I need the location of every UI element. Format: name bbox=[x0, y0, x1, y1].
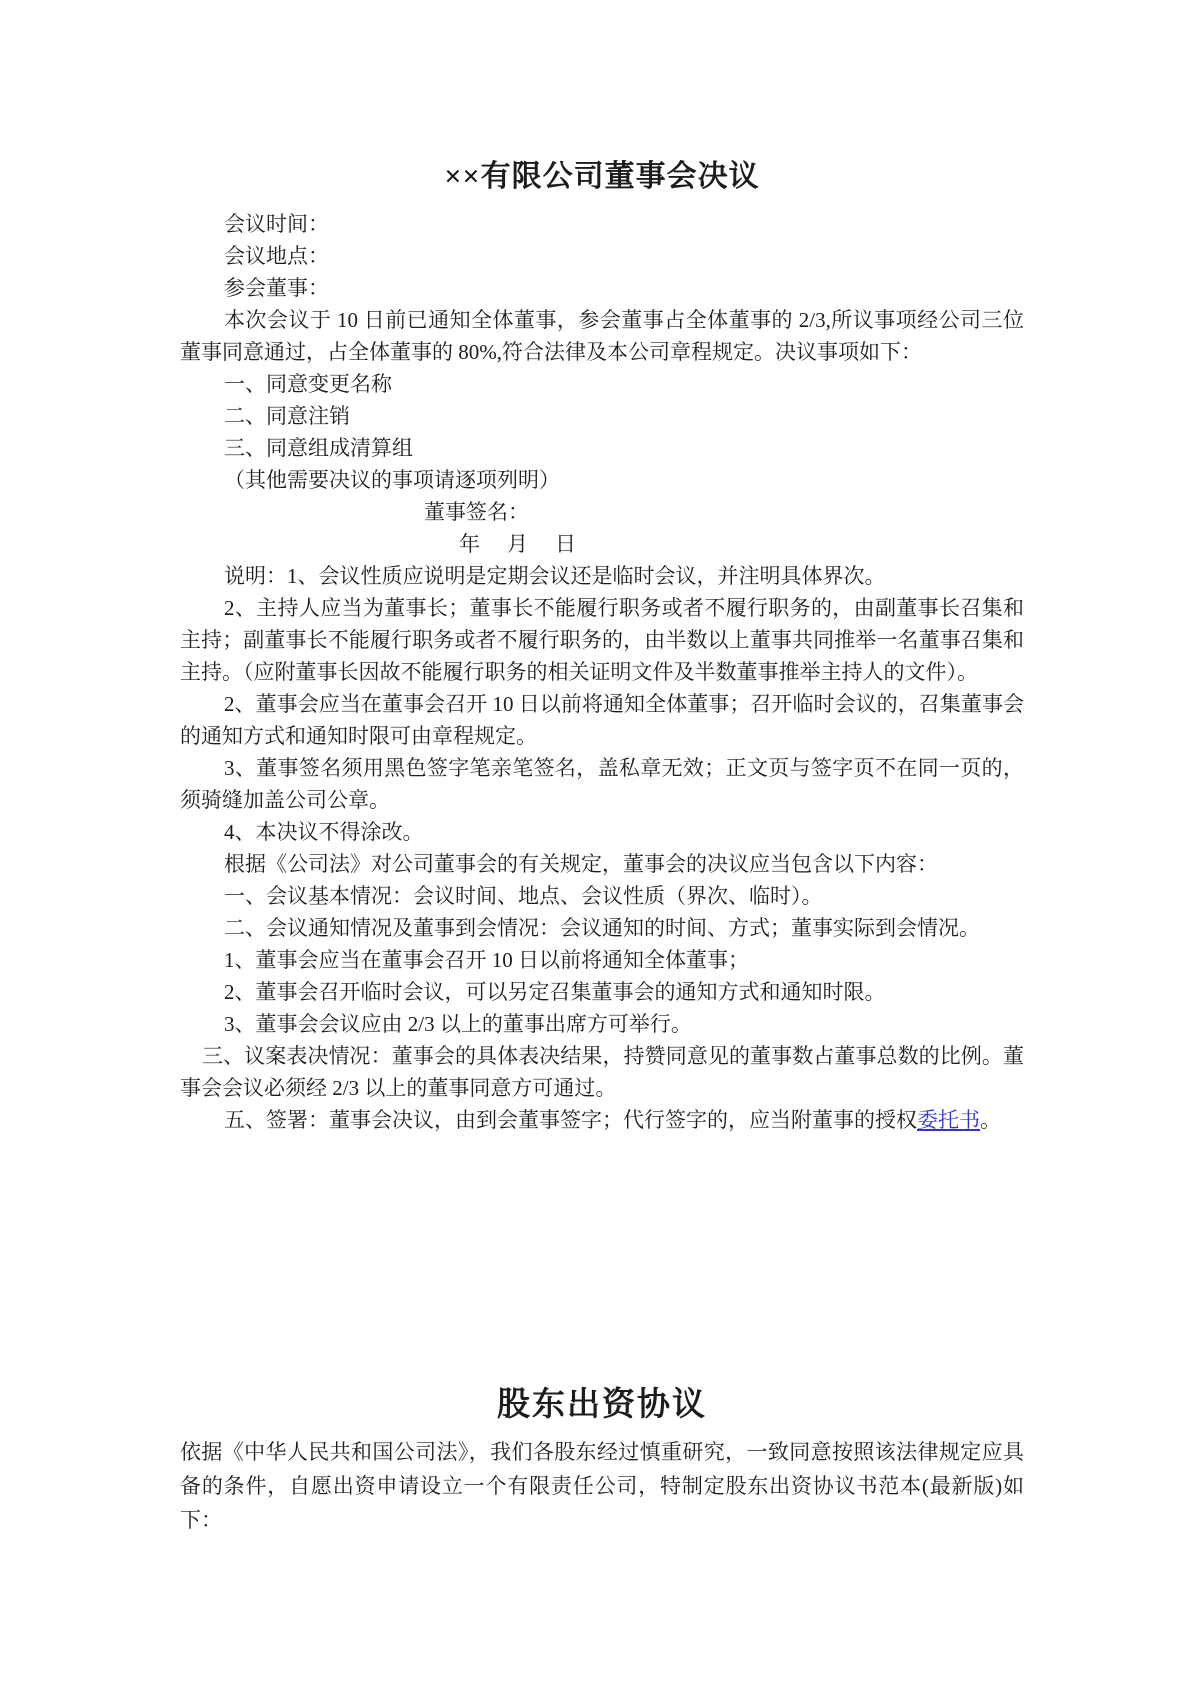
paragraph: 4、本决议不得涂改。 bbox=[224, 820, 424, 844]
paragraph: 二、同意注销 bbox=[224, 404, 350, 428]
paragraph: （其他需要决议的事项请逐项列明） bbox=[224, 468, 560, 492]
paragraph: 1、董事会应当在董事会召开 10 日以前将通知全体董事； bbox=[224, 948, 749, 972]
paragraph: 2、董事会召开临时会议，可以另定召集董事会的通知方式和通知时限。 bbox=[224, 980, 886, 1004]
paragraph: 本次会议于 10 日前已通知全体董事，参会董事占全体董事的 2/3,所议事项经公司三位董事同意通过，占全体董事的 80%,符合法律及本公司章程规定。决议事项如下： bbox=[180, 308, 1024, 364]
paragraph: 参会董事： bbox=[224, 276, 329, 300]
section-gap bbox=[180, 1136, 1024, 1382]
authorization-letter-link[interactable]: 委托书 bbox=[917, 1108, 980, 1132]
paragraph: 2、主持人应当为董事长；董事长不能履行职务或者不履行职务的，由副董事长召集和主持；副董事长不能履行职务或者不履行职务的，由半数以上董事共同推举一名董事召集和主持。（应附董事长因故不能履行职务的相关证明文件及半数董事推举主持人的文件）。 bbox=[180, 596, 1024, 684]
director-signature-label: 董事签名： bbox=[424, 500, 529, 524]
paragraph-text: 。 bbox=[980, 1108, 1001, 1132]
paragraph: 3、董事签名须用黑色签字笔亲笔签名，盖私章无效；正文页与签字页不在同一页的，须骑缝加盖公司公章。 bbox=[180, 756, 1024, 812]
doc2-title: 股东出资协议 bbox=[497, 1387, 707, 1423]
paragraph: 一、会议基本情况：会议时间、地点、会议性质（界次、临时）。 bbox=[224, 884, 823, 908]
paragraph: 会议地点： bbox=[224, 244, 329, 268]
date-line: 年 月 日 bbox=[459, 532, 579, 556]
doc2-intro: 依据《中华人民共和国公司法》，我们各股东经过慎重研究，一致同意按照该法律规定应具备的条件，自愿出资申请设立一个有限责任公司，特制定股东出资协议书范本(最新版)如下： bbox=[180, 1440, 1024, 1532]
paragraph: 根据《公司法》对公司董事会的有关规定，董事会的决议应当包含以下内容： bbox=[224, 852, 938, 876]
doc1-title: ××有限公司董事会决议 bbox=[444, 160, 760, 193]
paragraph: 一、同意变更名称 bbox=[224, 372, 392, 396]
paragraph: 三、议案表决情况：董事会的具体表决结果，持赞同意见的董事数占董事总数的比例。董事会会议必须经 2/3 以上的董事同意方可通过。 bbox=[180, 1044, 1024, 1100]
paragraph: 3、董事会会议应由 2/3 以上的董事出席方可举行。 bbox=[224, 1012, 692, 1036]
paragraph: 三、同意组成清算组 bbox=[224, 436, 413, 460]
doc1-body bbox=[180, 208, 1024, 1136]
paragraph bbox=[180, 1104, 1024, 1136]
paragraph-text: 五、签署：董事会决议，由到会董事签字；代行签字的，应当附董事的授权 bbox=[224, 1108, 917, 1132]
paragraph: 二、会议通知情况及董事到会情况：会议通知的时间、方式；董事实际到会情况。 bbox=[224, 916, 980, 940]
paragraph: 2、董事会应当在董事会召开 10 日以前将通知全体董事；召开临时会议的，召集董事会的通知方式和通知时限可由章程规定。 bbox=[180, 692, 1024, 748]
paragraph: 说明：1、会议性质应说明是定期会议还是临时会议，并注明具体界次。 bbox=[224, 564, 886, 588]
paragraph: 会议时间： bbox=[224, 212, 329, 236]
